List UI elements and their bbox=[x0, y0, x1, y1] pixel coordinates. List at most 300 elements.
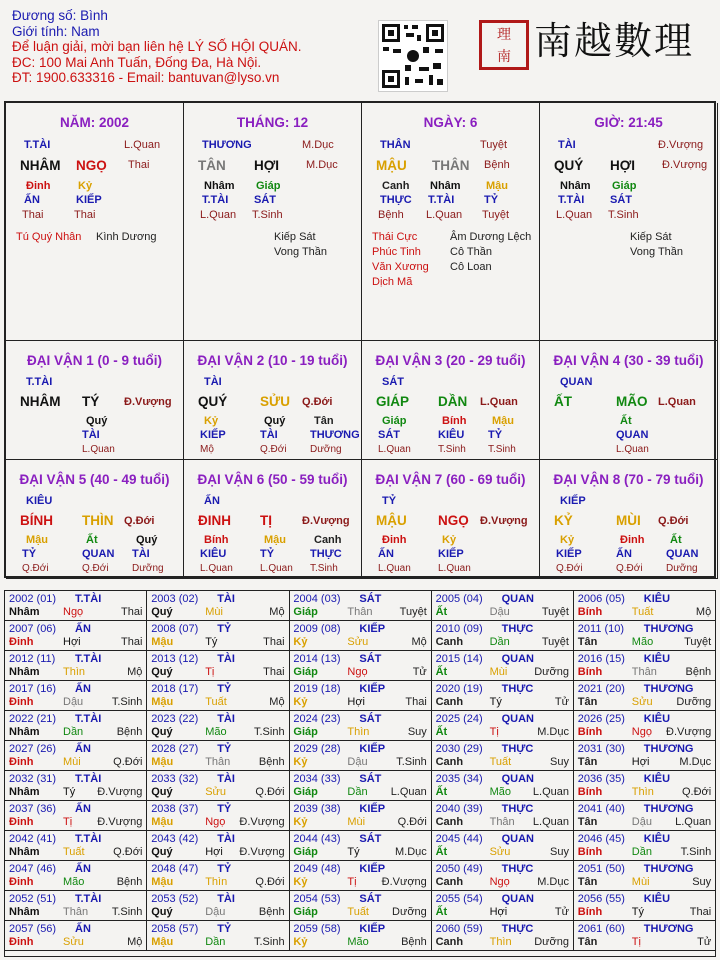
year-life-stage: Bệnh bbox=[116, 726, 143, 738]
year-label: 2024 (23) bbox=[293, 713, 341, 725]
year-ten-god: TỶ bbox=[217, 803, 232, 815]
hidden-ten-god: KIÊU bbox=[200, 548, 227, 560]
year-ten-god: KIÊU bbox=[643, 653, 671, 665]
year-label: 2049 (48) bbox=[293, 863, 341, 875]
year-cell bbox=[5, 711, 147, 741]
earthly-branch: SỬU bbox=[260, 394, 290, 409]
year-branch: Thìn bbox=[631, 786, 654, 798]
heavenly-stem: MẬU bbox=[376, 513, 407, 528]
year-ten-god: SÁT bbox=[359, 653, 382, 665]
symbolic-star: Phúc Tinh bbox=[372, 246, 421, 258]
year-cell bbox=[5, 801, 147, 831]
year-ten-god: THƯƠNG bbox=[643, 743, 694, 755]
year-ten-god: TỶ bbox=[217, 743, 232, 755]
hidden-stem: Đinh bbox=[382, 534, 407, 546]
year-branch: Mùi bbox=[63, 756, 81, 768]
year-life-stage: T.Sinh bbox=[254, 936, 285, 948]
hidden-life-stage: L.Quan bbox=[616, 444, 649, 455]
year-stem: Quý bbox=[151, 666, 173, 678]
hidden-life-stage: Q.Đới bbox=[556, 563, 583, 574]
year-ten-god: T.TÀI bbox=[75, 593, 102, 605]
hidden-life-stage: L.Quan bbox=[438, 563, 471, 574]
year-ten-god: KIÊU bbox=[643, 833, 671, 845]
year-life-stage: T.Sinh bbox=[111, 906, 143, 918]
year-branch: Tý bbox=[631, 906, 645, 918]
year-branch: Mão bbox=[489, 786, 511, 798]
year-cell bbox=[289, 861, 431, 891]
year-branch: Sửu bbox=[63, 936, 84, 948]
year-life-stage: Bệnh bbox=[258, 906, 285, 918]
year-stem: Mậu bbox=[151, 756, 174, 768]
year-branch: Sửu bbox=[489, 846, 511, 858]
year-branch: Ngọ bbox=[63, 606, 84, 618]
life-stage: Đ.Vượng bbox=[124, 396, 172, 408]
year-branch: Mùi bbox=[489, 666, 508, 678]
year-stem: Ất bbox=[435, 906, 448, 918]
year-cell bbox=[574, 831, 716, 861]
year-ten-god: THƯƠNG bbox=[643, 923, 694, 935]
year-ten-god: KIÊU bbox=[643, 773, 671, 785]
year-cell bbox=[147, 861, 289, 891]
year-stem: Kỷ bbox=[293, 936, 308, 948]
hidden-ten-god: ẤN bbox=[378, 548, 394, 560]
year-cell bbox=[574, 861, 716, 891]
year-life-stage: M.Dục bbox=[537, 876, 569, 888]
year-ten-god: T.TÀI bbox=[75, 893, 102, 905]
hidden-ten-god: THỰC bbox=[310, 548, 342, 560]
hidden-life-stage: Q.Đới bbox=[260, 444, 287, 455]
year-stem: Nhâm bbox=[9, 786, 40, 798]
hidden-ten-god: TỶ bbox=[260, 548, 275, 560]
year-label: 2029 (28) bbox=[293, 743, 341, 755]
life-stage: M.Dục bbox=[302, 139, 334, 151]
year-label: 2057 (56) bbox=[9, 923, 57, 935]
year-cell bbox=[432, 741, 574, 771]
year-branch: Dậu bbox=[63, 696, 84, 708]
hidden-life-stage: Q.Đới bbox=[616, 563, 643, 574]
symbolic-star: Cô Loan bbox=[450, 261, 492, 273]
annual-luck-table bbox=[4, 590, 716, 957]
hidden-stem: Ất bbox=[670, 534, 682, 546]
year-stem: Canh bbox=[435, 696, 464, 708]
year-ten-god: SÁT bbox=[359, 593, 382, 605]
year-label: 2044 (43) bbox=[293, 833, 341, 845]
hidden-life-stage: T.Sinh bbox=[438, 444, 466, 455]
year-branch: Thìn bbox=[347, 726, 370, 738]
year-stem: Kỷ bbox=[293, 816, 308, 828]
year-life-stage: M.Dục bbox=[395, 846, 427, 858]
year-branch: Tuất bbox=[631, 606, 654, 618]
year-label: 2045 (44) bbox=[435, 833, 483, 845]
year-label: 2038 (37) bbox=[151, 803, 199, 815]
year-label: 2025 (24) bbox=[435, 713, 483, 725]
year-stem: Quý bbox=[151, 786, 173, 798]
year-life-stage: Tử bbox=[697, 936, 712, 948]
year-life-stage: Mộ bbox=[127, 936, 143, 948]
year-life-stage: Bệnh bbox=[685, 666, 712, 678]
year-stem: Giáp bbox=[293, 666, 318, 678]
year-life-stage: Tử bbox=[412, 666, 427, 678]
year-cell bbox=[147, 591, 289, 621]
earthly-branch: MÃO bbox=[616, 394, 648, 409]
year-stem: Giáp bbox=[293, 606, 318, 618]
year-ten-god: ẤN bbox=[75, 803, 91, 815]
year-ten-god: TÀI bbox=[217, 713, 235, 725]
year-cell bbox=[5, 741, 147, 771]
year-label: 2019 (18) bbox=[293, 683, 341, 695]
year-cell bbox=[432, 861, 574, 891]
dai-van-cell bbox=[6, 341, 184, 460]
pillar-title: NĂM: 2002 bbox=[59, 115, 130, 130]
year-label: 2021 (20) bbox=[577, 683, 625, 695]
year-stem: Mậu bbox=[151, 816, 174, 828]
year-branch: Mão bbox=[347, 936, 369, 948]
hidden-life-stage: Tuyệt bbox=[482, 209, 510, 221]
hidden-life-stage: Q.Đới bbox=[82, 563, 109, 574]
hidden-life-stage: L.Quan bbox=[556, 209, 593, 221]
year-stem: Canh bbox=[435, 936, 464, 948]
pillar-title: THÁNG: 12 bbox=[236, 115, 309, 130]
year-ten-god: THƯƠNG bbox=[643, 863, 694, 875]
year-cell bbox=[147, 921, 289, 951]
year-cell bbox=[5, 861, 147, 891]
year-label: 2006 (05) bbox=[577, 593, 625, 605]
year-branch: Thân bbox=[631, 666, 657, 678]
year-cell bbox=[289, 651, 431, 681]
year-life-stage: Dưỡng bbox=[676, 696, 712, 708]
year-label: 2030 (29) bbox=[435, 743, 483, 755]
year-life-stage: Đ.Vượng bbox=[97, 786, 143, 798]
year-label: 2018 (17) bbox=[151, 683, 199, 695]
year-life-stage: Thai bbox=[120, 636, 143, 648]
year-stem: Tân bbox=[577, 936, 598, 948]
year-ten-god: QUAN bbox=[501, 833, 534, 845]
year-life-stage: Q.Đới bbox=[681, 786, 712, 798]
year-stem: Bính bbox=[577, 726, 603, 738]
hidden-stem: Quý bbox=[86, 415, 108, 427]
hidden-stem: Kỷ bbox=[78, 180, 93, 192]
heavenly-stem: QUÝ bbox=[554, 158, 584, 173]
year-life-stage: Q.Đới bbox=[255, 786, 285, 798]
hidden-ten-god: THƯƠNG bbox=[310, 429, 360, 441]
ten-god-stem: T.TÀI bbox=[24, 139, 51, 151]
year-ten-god: KIÊU bbox=[643, 713, 671, 725]
year-ten-god: KIẾP bbox=[359, 743, 386, 755]
year-branch: Hợi bbox=[631, 756, 650, 768]
earthly-branch: MÙI bbox=[616, 513, 641, 528]
year-life-stage: Mộ bbox=[127, 666, 143, 678]
year-stem: Canh bbox=[435, 876, 464, 888]
symbolic-star: Vong Thần bbox=[274, 246, 328, 258]
year-cell bbox=[432, 621, 574, 651]
hidden-life-stage: Thai bbox=[22, 209, 44, 221]
year-label: 2058 (57) bbox=[151, 923, 199, 935]
dai-van-cell bbox=[362, 460, 540, 579]
year-ten-god: T.TÀI bbox=[75, 833, 102, 845]
year-branch: Tý bbox=[489, 696, 502, 708]
year-branch: Dần bbox=[489, 636, 510, 648]
heavenly-stem: TÂN bbox=[198, 158, 226, 173]
year-cell bbox=[147, 801, 289, 831]
year-stem: Kỷ bbox=[293, 876, 308, 888]
year-ten-god: THƯƠNG bbox=[643, 623, 694, 635]
year-branch: Dần bbox=[631, 846, 652, 858]
year-cell bbox=[5, 681, 147, 711]
year-branch: Dậu bbox=[631, 816, 652, 828]
year-stem: Quý bbox=[151, 606, 173, 618]
year-label: 2060 (59) bbox=[435, 923, 483, 935]
year-branch: Mão bbox=[63, 876, 85, 888]
dai-van-title: ĐẠI VẬN 5 (40 - 49 tuổi) bbox=[19, 472, 170, 487]
year-label: 2010 (09) bbox=[435, 623, 483, 635]
life-stage: Đ.Vượng bbox=[302, 515, 350, 527]
hidden-life-stage: Dưỡng bbox=[132, 563, 164, 574]
year-label: 2046 (45) bbox=[577, 833, 625, 845]
pillar-title: GIỜ: 21:45 bbox=[594, 115, 663, 130]
person-name: Đương số: Bình bbox=[12, 8, 108, 23]
year-stem: Tân bbox=[577, 816, 598, 828]
hidden-stem: Nhâm bbox=[430, 180, 461, 192]
year-ten-god: THƯƠNG bbox=[643, 803, 694, 815]
year-label: 2040 (39) bbox=[435, 803, 483, 815]
ten-god: KIẾP bbox=[560, 495, 586, 507]
year-life-stage: Q.Đới bbox=[113, 846, 143, 858]
year-stem: Bính bbox=[577, 906, 603, 918]
year-life-stage: L.Quan bbox=[675, 816, 712, 828]
dai-van-cell bbox=[362, 341, 540, 460]
pillar-title: NGÀY: 6 bbox=[423, 115, 478, 130]
year-label: 2053 (52) bbox=[151, 893, 199, 905]
year-label: 2032 (31) bbox=[9, 773, 57, 785]
year-cell bbox=[147, 711, 289, 741]
year-label: 2061 (60) bbox=[577, 923, 625, 935]
year-label: 2012 (11) bbox=[9, 653, 56, 665]
hidden-stem: Ất bbox=[620, 415, 632, 427]
year-ten-god: KIÊU bbox=[643, 593, 671, 605]
year-cell bbox=[432, 921, 574, 951]
hidden-stem: Giáp bbox=[612, 180, 637, 192]
hidden-ten-god: SÁT bbox=[378, 429, 400, 441]
year-cell bbox=[574, 591, 716, 621]
symbolic-star: Kình Dương bbox=[96, 231, 157, 243]
year-ten-god: ẤN bbox=[75, 743, 91, 755]
year-ten-god: TÀI bbox=[217, 833, 235, 845]
year-life-stage: Mộ bbox=[269, 696, 285, 708]
ten-god: TÀI bbox=[204, 376, 222, 388]
year-cell bbox=[289, 921, 431, 951]
year-life-stage: Thai bbox=[263, 666, 285, 678]
year-cell bbox=[289, 801, 431, 831]
year-stem: Ất bbox=[435, 606, 448, 618]
year-label: 2033 (32) bbox=[151, 773, 199, 785]
year-label: 2050 (49) bbox=[435, 863, 483, 875]
year-ten-god: KIÊU bbox=[643, 893, 671, 905]
year-life-stage: Thai bbox=[405, 696, 427, 708]
year-life-stage: Thai bbox=[689, 906, 712, 918]
hidden-life-stage: L.Quan bbox=[200, 209, 237, 221]
year-branch: Hợi bbox=[489, 906, 508, 918]
life-stage: Đ.Vượng bbox=[480, 515, 528, 527]
year-ten-god: QUAN bbox=[501, 713, 534, 725]
dai-van-title: ĐẠI VẬN 4 (30 - 39 tuổi) bbox=[553, 353, 704, 368]
year-stem: Nhâm bbox=[9, 906, 40, 918]
year-stem: Mậu bbox=[151, 636, 174, 648]
hidden-ten-god: T.TÀI bbox=[558, 194, 585, 206]
hidden-ten-god: T.TÀI bbox=[428, 194, 455, 206]
dai-van-title: ĐẠI VẬN 2 (10 - 19 tuổi) bbox=[197, 353, 348, 368]
year-cell bbox=[289, 591, 431, 621]
year-branch: Mùi bbox=[347, 816, 366, 828]
earthly-branch: HỢI bbox=[610, 158, 636, 173]
hidden-life-stage: L.Quan bbox=[260, 563, 293, 574]
year-stem: Đinh bbox=[9, 936, 34, 948]
year-cell bbox=[289, 621, 431, 651]
year-cell bbox=[432, 651, 574, 681]
year-label: 2028 (27) bbox=[151, 743, 199, 755]
year-cell bbox=[574, 921, 716, 951]
earthly-branch: DẦN bbox=[438, 394, 468, 409]
year-life-stage: L.Quan bbox=[532, 786, 569, 798]
year-branch: Hợi bbox=[205, 846, 223, 858]
hidden-ten-god: KIẾP bbox=[200, 429, 226, 441]
year-ten-god: TỶ bbox=[217, 923, 232, 935]
year-branch: Thìn bbox=[489, 936, 512, 948]
year-cell bbox=[147, 891, 289, 921]
year-life-stage: Suy bbox=[692, 876, 712, 888]
year-stem: Mậu bbox=[151, 936, 174, 948]
pillar-cell bbox=[540, 103, 718, 341]
year-cell bbox=[432, 831, 574, 861]
year-branch: Thân bbox=[63, 906, 89, 918]
year-branch: Sửu bbox=[347, 636, 369, 648]
year-cell bbox=[432, 711, 574, 741]
year-label: 2022 (21) bbox=[9, 713, 57, 725]
hidden-stem: Đinh bbox=[26, 180, 51, 192]
hidden-life-stage: T.Sinh bbox=[252, 209, 283, 221]
earthly-branch: NGỌ bbox=[76, 158, 107, 173]
year-branch: Thìn bbox=[205, 876, 228, 888]
hidden-life-stage: L.Quan bbox=[378, 563, 411, 574]
year-branch: Tý bbox=[63, 786, 76, 798]
year-branch: Ngọ bbox=[489, 876, 510, 888]
hidden-life-stage: Mộ bbox=[200, 444, 214, 455]
ten-god: ẤN bbox=[204, 495, 220, 507]
year-stem: Đinh bbox=[9, 696, 34, 708]
hidden-ten-god: SÁT bbox=[610, 194, 632, 206]
heavenly-stem: ẤT bbox=[554, 394, 572, 409]
dai-van-cell bbox=[184, 460, 362, 579]
year-ten-god: TÀI bbox=[217, 593, 235, 605]
hidden-life-stage: Dưỡng bbox=[666, 563, 698, 574]
life-stage: Q.Đới bbox=[124, 515, 155, 527]
hidden-ten-god: TÀI bbox=[260, 429, 278, 441]
phone-email-line: ĐT: 1900.633316 - Email: bantuvan@lyso.vn bbox=[12, 70, 280, 85]
year-ten-god: THƯƠNG bbox=[643, 683, 694, 695]
year-cell bbox=[289, 891, 431, 921]
year-label: 2003 (02) bbox=[151, 593, 199, 605]
ten-god: KIÊU bbox=[26, 495, 53, 507]
year-cell bbox=[147, 831, 289, 861]
year-stem: Ất bbox=[435, 726, 448, 738]
year-life-stage: Suy bbox=[550, 846, 569, 858]
year-branch: Tuất bbox=[63, 846, 85, 858]
year-branch: Tuất bbox=[347, 906, 369, 918]
year-life-stage: Bệnh bbox=[258, 756, 285, 768]
dai-van-title: ĐẠI VẬN 3 (20 - 29 tuổi) bbox=[375, 353, 526, 368]
year-stem: Giáp bbox=[293, 846, 318, 858]
life-stage: L.Quan bbox=[480, 396, 518, 408]
hidden-life-stage: L.Quan bbox=[378, 444, 411, 455]
year-branch: Sửu bbox=[631, 696, 653, 708]
bazi-chart bbox=[4, 101, 716, 578]
hidden-life-stage: Thai bbox=[74, 209, 96, 221]
hidden-ten-god: THỰC bbox=[380, 194, 412, 206]
year-stem: Canh bbox=[435, 816, 464, 828]
year-label: 2007 (06) bbox=[9, 623, 57, 635]
hidden-ten-god: SÁT bbox=[254, 194, 276, 206]
earthly-branch: THÂN bbox=[432, 158, 470, 173]
year-label: 2042 (41) bbox=[9, 833, 57, 845]
dai-van-cell bbox=[6, 460, 184, 579]
year-life-stage: Bệnh bbox=[401, 936, 427, 948]
year-life-stage: Đ.Vượng bbox=[239, 846, 285, 858]
year-stem: Tân bbox=[577, 876, 598, 888]
year-ten-god: SÁT bbox=[359, 773, 382, 785]
year-label: 2034 (33) bbox=[293, 773, 341, 785]
ten-god-stem: THÂN bbox=[380, 139, 411, 151]
year-label: 2015 (14) bbox=[435, 653, 483, 665]
year-branch: Tị bbox=[347, 876, 357, 888]
hidden-ten-god: KIẾP bbox=[438, 548, 464, 560]
year-ten-god: TỶ bbox=[217, 863, 232, 875]
symbolic-star: Kiếp Sát bbox=[630, 231, 672, 243]
pillar-cell bbox=[6, 103, 184, 341]
year-stem: Giáp bbox=[293, 726, 318, 738]
hidden-stem: Kỷ bbox=[560, 534, 575, 546]
hidden-life-stage: T.Sinh bbox=[488, 444, 516, 455]
year-label: 2048 (47) bbox=[151, 863, 199, 875]
year-life-stage: T.Sinh bbox=[680, 846, 712, 858]
year-branch: Thân bbox=[489, 816, 515, 828]
year-ten-god: TÀI bbox=[217, 893, 235, 905]
earthly-branch: TỊ bbox=[260, 513, 272, 528]
year-life-stage: T.Sinh bbox=[396, 756, 427, 768]
year-stem: Đinh bbox=[9, 636, 34, 648]
year-life-stage: Đ.Vượng bbox=[239, 816, 285, 828]
year-stem: Tân bbox=[577, 636, 598, 648]
hidden-ten-god: QUAN bbox=[666, 548, 699, 560]
year-label: 2037 (36) bbox=[9, 803, 57, 815]
year-ten-god: THỰC bbox=[501, 743, 534, 755]
year-cell bbox=[5, 771, 147, 801]
year-life-stage: M.Dục bbox=[537, 726, 569, 738]
earthly-branch: THÌN bbox=[82, 513, 114, 528]
year-cell bbox=[289, 831, 431, 861]
year-life-stage: Thai bbox=[263, 636, 285, 648]
year-cell bbox=[5, 921, 147, 951]
year-label: 2039 (38) bbox=[293, 803, 341, 815]
year-life-stage: Suy bbox=[550, 756, 569, 768]
year-stem: Bính bbox=[577, 606, 603, 618]
hidden-life-stage: T.Sinh bbox=[608, 209, 639, 221]
year-stem: Đinh bbox=[9, 756, 34, 768]
year-label: 2035 (34) bbox=[435, 773, 483, 785]
year-cell bbox=[289, 741, 431, 771]
year-stem: Bính bbox=[577, 786, 603, 798]
year-stem: Đinh bbox=[9, 816, 34, 828]
year-life-stage: Mộ bbox=[269, 606, 285, 618]
year-stem: Quý bbox=[151, 726, 173, 738]
